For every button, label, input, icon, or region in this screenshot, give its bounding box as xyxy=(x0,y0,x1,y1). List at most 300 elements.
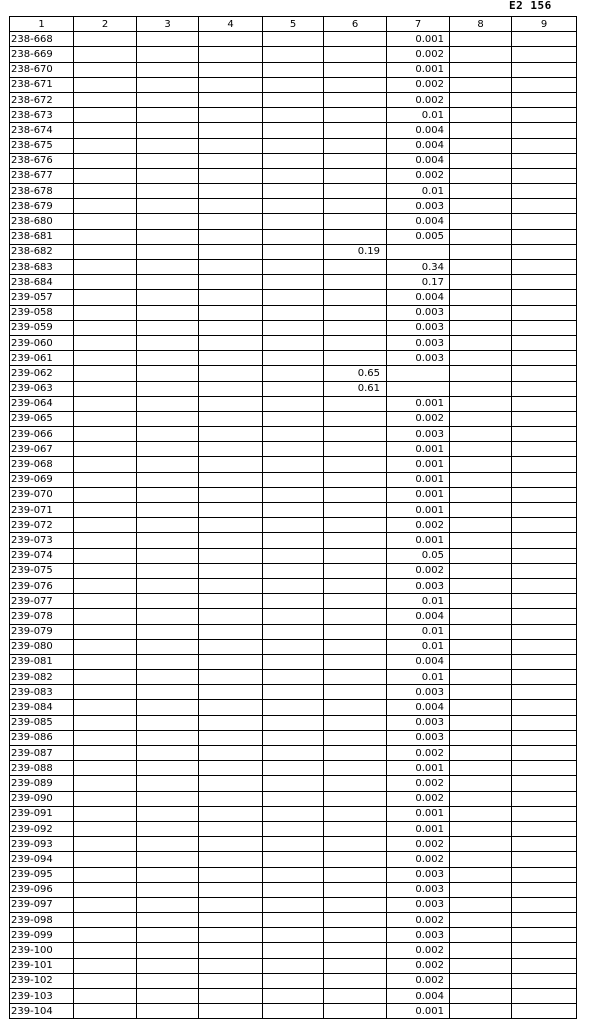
sample-id-cell: 239-079 xyxy=(10,624,74,639)
table-row xyxy=(10,290,577,305)
value-cell-col-2 xyxy=(74,958,137,973)
sample-id-cell: 239-102 xyxy=(10,973,74,988)
value-cell-col-6 xyxy=(324,761,387,776)
value-cell-col-3 xyxy=(137,761,199,776)
table-row xyxy=(10,973,577,988)
value-cell-col-2 xyxy=(74,457,137,472)
value-cell-col-5 xyxy=(263,806,324,821)
value-cell-col-9 xyxy=(512,685,577,700)
sample-id-cell: 239-057 xyxy=(10,290,74,305)
table-row xyxy=(10,746,577,761)
table-row xyxy=(10,958,577,973)
value-cell-col-2 xyxy=(74,1004,137,1019)
value-cell-col-5 xyxy=(263,837,324,852)
value-cell-col-9 xyxy=(512,882,577,897)
value-cell-col-2 xyxy=(74,973,137,988)
value-cell-col-8 xyxy=(450,639,512,654)
value-cell-col-9 xyxy=(512,381,577,396)
sample-id-cell: 239-088 xyxy=(10,761,74,776)
table-row xyxy=(10,305,577,320)
value-cell-col-4 xyxy=(199,867,263,882)
value-cell-col-2 xyxy=(74,654,137,669)
value-cell-col-2 xyxy=(74,351,137,366)
value-cell-col-6 xyxy=(324,442,387,457)
sample-id-cell: 239-083 xyxy=(10,685,74,700)
value-cell-col-5 xyxy=(263,92,324,107)
value-cell-col-7: 0.01 xyxy=(387,624,450,639)
table-row xyxy=(10,624,577,639)
value-cell-col-4 xyxy=(199,609,263,624)
value-cell-col-5 xyxy=(263,290,324,305)
value-cell-col-7: 0.003 xyxy=(387,305,450,320)
value-cell-col-6 xyxy=(324,897,387,912)
value-cell-col-5 xyxy=(263,260,324,275)
sample-id-cell: 238-678 xyxy=(10,184,74,199)
table-row xyxy=(10,229,577,244)
value-cell-col-7: 0.001 xyxy=(387,503,450,518)
value-cell-col-3 xyxy=(137,457,199,472)
value-cell-col-2 xyxy=(74,548,137,563)
value-cell-col-3 xyxy=(137,108,199,123)
value-cell-col-7 xyxy=(387,381,450,396)
value-cell-col-9 xyxy=(512,214,577,229)
value-cell-col-9 xyxy=(512,92,577,107)
value-cell-col-3 xyxy=(137,989,199,1004)
value-cell-col-3 xyxy=(137,1004,199,1019)
value-cell-col-2 xyxy=(74,670,137,685)
value-cell-col-7: 0.003 xyxy=(387,897,450,912)
value-cell-col-3 xyxy=(137,776,199,791)
value-cell-col-5 xyxy=(263,882,324,897)
value-cell-col-8 xyxy=(450,913,512,928)
value-cell-col-5 xyxy=(263,487,324,502)
value-cell-col-3 xyxy=(137,594,199,609)
value-cell-col-2 xyxy=(74,427,137,442)
sample-id-cell: 239-066 xyxy=(10,427,74,442)
value-cell-col-9 xyxy=(512,244,577,259)
value-cell-col-7: 0.003 xyxy=(387,578,450,593)
value-cell-col-7: 0.001 xyxy=(387,32,450,47)
value-cell-col-9 xyxy=(512,578,577,593)
value-cell-col-9 xyxy=(512,427,577,442)
table-row xyxy=(10,457,577,472)
column-header: 2 xyxy=(74,17,137,32)
sample-id-cell: 239-076 xyxy=(10,578,74,593)
table-row xyxy=(10,761,577,776)
value-cell-col-8 xyxy=(450,503,512,518)
value-cell-col-4 xyxy=(199,548,263,563)
value-cell-col-8 xyxy=(450,715,512,730)
table-row xyxy=(10,32,577,47)
sample-id-cell: 239-081 xyxy=(10,654,74,669)
value-cell-col-7: 0.002 xyxy=(387,47,450,62)
value-cell-col-3 xyxy=(137,260,199,275)
value-cell-col-3 xyxy=(137,973,199,988)
value-cell-col-3 xyxy=(137,928,199,943)
value-cell-col-4 xyxy=(199,913,263,928)
value-cell-col-4 xyxy=(199,472,263,487)
value-cell-col-3 xyxy=(137,503,199,518)
value-cell-col-9 xyxy=(512,943,577,958)
value-cell-col-4 xyxy=(199,503,263,518)
value-cell-col-5 xyxy=(263,199,324,214)
value-cell-col-7: 0.003 xyxy=(387,320,450,335)
value-cell-col-8 xyxy=(450,366,512,381)
table-row xyxy=(10,685,577,700)
value-cell-col-6 xyxy=(324,168,387,183)
table-row xyxy=(10,730,577,745)
value-cell-col-7: 0.003 xyxy=(387,928,450,943)
value-cell-col-7: 0.004 xyxy=(387,989,450,1004)
value-cell-col-2 xyxy=(74,578,137,593)
value-cell-col-6 xyxy=(324,427,387,442)
sample-id-cell: 239-080 xyxy=(10,639,74,654)
value-cell-col-2 xyxy=(74,320,137,335)
value-cell-col-5 xyxy=(263,381,324,396)
value-cell-col-6 xyxy=(324,746,387,761)
value-cell-col-5 xyxy=(263,791,324,806)
value-cell-col-9 xyxy=(512,472,577,487)
value-cell-col-6 xyxy=(324,639,387,654)
sample-id-cell: 239-075 xyxy=(10,563,74,578)
value-cell-col-3 xyxy=(137,852,199,867)
table-row xyxy=(10,867,577,882)
value-cell-col-2 xyxy=(74,928,137,943)
value-cell-col-7: 0.002 xyxy=(387,973,450,988)
table-row xyxy=(10,47,577,62)
value-cell-col-3 xyxy=(137,609,199,624)
value-cell-col-8 xyxy=(450,62,512,77)
value-cell-col-8 xyxy=(450,730,512,745)
table-row xyxy=(10,609,577,624)
value-cell-col-2 xyxy=(74,168,137,183)
value-cell-col-5 xyxy=(263,897,324,912)
sample-id-cell: 238-681 xyxy=(10,229,74,244)
value-cell-col-6 xyxy=(324,837,387,852)
value-cell-col-4 xyxy=(199,275,263,290)
value-cell-col-7: 0.003 xyxy=(387,715,450,730)
value-cell-col-2 xyxy=(74,442,137,457)
value-cell-col-5 xyxy=(263,776,324,791)
value-cell-col-6 xyxy=(324,700,387,715)
value-cell-col-5 xyxy=(263,578,324,593)
value-cell-col-5 xyxy=(263,715,324,730)
value-cell-col-6 xyxy=(324,882,387,897)
value-cell-col-4 xyxy=(199,199,263,214)
table-row xyxy=(10,351,577,366)
value-cell-col-9 xyxy=(512,533,577,548)
value-cell-col-4 xyxy=(199,761,263,776)
value-cell-col-7: 0.004 xyxy=(387,290,450,305)
value-cell-col-2 xyxy=(74,563,137,578)
value-cell-col-8 xyxy=(450,806,512,821)
value-cell-col-8 xyxy=(450,244,512,259)
value-cell-col-6 xyxy=(324,989,387,1004)
value-cell-col-4 xyxy=(199,654,263,669)
table-row xyxy=(10,62,577,77)
value-cell-col-9 xyxy=(512,518,577,533)
value-cell-col-4 xyxy=(199,32,263,47)
value-cell-col-6 xyxy=(324,943,387,958)
value-cell-col-5 xyxy=(263,47,324,62)
value-cell-col-7: 0.34 xyxy=(387,260,450,275)
value-cell-col-3 xyxy=(137,578,199,593)
sample-id-cell: 238-676 xyxy=(10,153,74,168)
value-cell-col-5 xyxy=(263,654,324,669)
value-cell-col-5 xyxy=(263,229,324,244)
value-cell-col-6 xyxy=(324,548,387,563)
value-cell-col-5 xyxy=(263,973,324,988)
table-body xyxy=(10,32,577,1019)
value-cell-col-9 xyxy=(512,199,577,214)
value-cell-col-9 xyxy=(512,761,577,776)
value-cell-col-9 xyxy=(512,973,577,988)
value-cell-col-6 xyxy=(324,487,387,502)
value-cell-col-2 xyxy=(74,943,137,958)
value-cell-col-3 xyxy=(137,958,199,973)
value-cell-col-3 xyxy=(137,184,199,199)
value-cell-col-4 xyxy=(199,518,263,533)
value-cell-col-9 xyxy=(512,487,577,502)
value-cell-col-9 xyxy=(512,670,577,685)
value-cell-col-7: 0.002 xyxy=(387,168,450,183)
value-cell-col-6 xyxy=(324,776,387,791)
value-cell-col-2 xyxy=(74,533,137,548)
sample-id-cell: 239-058 xyxy=(10,305,74,320)
table-row xyxy=(10,837,577,852)
sample-id-cell: 239-097 xyxy=(10,897,74,912)
value-cell-col-6 xyxy=(324,533,387,548)
column-header: 8 xyxy=(450,17,512,32)
value-cell-col-4 xyxy=(199,639,263,654)
column-header: 7 xyxy=(387,17,450,32)
value-cell-col-2 xyxy=(74,47,137,62)
value-cell-col-4 xyxy=(199,47,263,62)
value-cell-col-6 xyxy=(324,594,387,609)
value-cell-col-5 xyxy=(263,351,324,366)
value-cell-col-4 xyxy=(199,533,263,548)
value-cell-col-3 xyxy=(137,700,199,715)
value-cell-col-5 xyxy=(263,928,324,943)
value-cell-col-6 xyxy=(324,624,387,639)
value-cell-col-5 xyxy=(263,472,324,487)
value-cell-col-2 xyxy=(74,821,137,836)
value-cell-col-7: 0.001 xyxy=(387,457,450,472)
sample-id-cell: 239-071 xyxy=(10,503,74,518)
value-cell-col-2 xyxy=(74,837,137,852)
value-cell-col-3 xyxy=(137,77,199,92)
value-cell-col-8 xyxy=(450,260,512,275)
sample-id-cell: 239-067 xyxy=(10,442,74,457)
value-cell-col-6 xyxy=(324,275,387,290)
value-cell-col-3 xyxy=(137,335,199,350)
value-cell-col-6 xyxy=(324,958,387,973)
value-cell-col-3 xyxy=(137,244,199,259)
value-cell-col-9 xyxy=(512,305,577,320)
value-cell-col-7: 0.002 xyxy=(387,943,450,958)
column-header: 5 xyxy=(263,17,324,32)
sample-id-cell: 239-069 xyxy=(10,472,74,487)
value-cell-col-3 xyxy=(137,882,199,897)
value-cell-col-6 xyxy=(324,199,387,214)
value-cell-col-8 xyxy=(450,427,512,442)
sample-id-cell: 239-077 xyxy=(10,594,74,609)
sample-id-cell: 239-101 xyxy=(10,958,74,973)
value-cell-col-4 xyxy=(199,138,263,153)
sample-id-cell: 238-670 xyxy=(10,62,74,77)
value-cell-col-6 xyxy=(324,351,387,366)
value-cell-col-5 xyxy=(263,594,324,609)
table-row xyxy=(10,153,577,168)
data-table xyxy=(9,16,577,1019)
sample-id-cell: 239-085 xyxy=(10,715,74,730)
value-cell-col-6 xyxy=(324,654,387,669)
value-cell-col-9 xyxy=(512,229,577,244)
value-cell-col-8 xyxy=(450,821,512,836)
value-cell-col-5 xyxy=(263,153,324,168)
value-cell-col-8 xyxy=(450,548,512,563)
value-cell-col-6 xyxy=(324,806,387,821)
value-cell-col-2 xyxy=(74,153,137,168)
value-cell-col-8 xyxy=(450,867,512,882)
value-cell-col-7: 0.003 xyxy=(387,199,450,214)
value-cell-col-5 xyxy=(263,138,324,153)
value-cell-col-3 xyxy=(137,670,199,685)
value-cell-col-9 xyxy=(512,77,577,92)
value-cell-col-6 xyxy=(324,503,387,518)
value-cell-col-4 xyxy=(199,715,263,730)
value-cell-col-6 xyxy=(324,913,387,928)
value-cell-col-9 xyxy=(512,624,577,639)
value-cell-col-4 xyxy=(199,381,263,396)
value-cell-col-3 xyxy=(137,791,199,806)
value-cell-col-8 xyxy=(450,791,512,806)
value-cell-col-7 xyxy=(387,244,450,259)
value-cell-col-4 xyxy=(199,305,263,320)
value-cell-col-2 xyxy=(74,381,137,396)
value-cell-col-8 xyxy=(450,381,512,396)
value-cell-col-8 xyxy=(450,882,512,897)
value-cell-col-2 xyxy=(74,305,137,320)
value-cell-col-6 xyxy=(324,1004,387,1019)
value-cell-col-4 xyxy=(199,108,263,123)
value-cell-col-9 xyxy=(512,47,577,62)
value-cell-col-7: 0.001 xyxy=(387,806,450,821)
table-row xyxy=(10,184,577,199)
value-cell-col-6 xyxy=(324,791,387,806)
value-cell-col-4 xyxy=(199,214,263,229)
value-cell-col-7: 0.004 xyxy=(387,123,450,138)
sample-id-cell: 239-100 xyxy=(10,943,74,958)
value-cell-col-9 xyxy=(512,897,577,912)
value-cell-col-8 xyxy=(450,761,512,776)
value-cell-col-8 xyxy=(450,958,512,973)
value-cell-col-9 xyxy=(512,396,577,411)
value-cell-col-8 xyxy=(450,92,512,107)
value-cell-col-3 xyxy=(137,381,199,396)
value-cell-col-8 xyxy=(450,335,512,350)
value-cell-col-9 xyxy=(512,168,577,183)
value-cell-col-4 xyxy=(199,229,263,244)
value-cell-col-4 xyxy=(199,123,263,138)
sample-id-cell: 239-061 xyxy=(10,351,74,366)
value-cell-col-8 xyxy=(450,138,512,153)
value-cell-col-4 xyxy=(199,77,263,92)
value-cell-col-5 xyxy=(263,943,324,958)
value-cell-col-6 xyxy=(324,77,387,92)
sample-id-cell: 239-093 xyxy=(10,837,74,852)
value-cell-col-8 xyxy=(450,943,512,958)
value-cell-col-6 xyxy=(324,973,387,988)
value-cell-col-8 xyxy=(450,47,512,62)
value-cell-col-3 xyxy=(137,548,199,563)
value-cell-col-8 xyxy=(450,700,512,715)
value-cell-col-4 xyxy=(199,563,263,578)
value-cell-col-6 xyxy=(324,92,387,107)
value-cell-col-6 xyxy=(324,715,387,730)
value-cell-col-5 xyxy=(263,533,324,548)
value-cell-col-6 xyxy=(324,670,387,685)
page-number: E2 156 xyxy=(509,0,552,12)
value-cell-col-3 xyxy=(137,821,199,836)
sample-id-cell: 239-103 xyxy=(10,989,74,1004)
sample-id-cell: 238-680 xyxy=(10,214,74,229)
value-cell-col-6 xyxy=(324,730,387,745)
value-cell-col-8 xyxy=(450,487,512,502)
value-cell-col-9 xyxy=(512,837,577,852)
table-row xyxy=(10,503,577,518)
value-cell-col-6: 0.65 xyxy=(324,366,387,381)
value-cell-col-2 xyxy=(74,503,137,518)
value-cell-col-4 xyxy=(199,396,263,411)
table-row xyxy=(10,199,577,214)
value-cell-col-2 xyxy=(74,396,137,411)
value-cell-col-4 xyxy=(199,685,263,700)
table-row xyxy=(10,427,577,442)
value-cell-col-7: 0.001 xyxy=(387,761,450,776)
value-cell-col-2 xyxy=(74,62,137,77)
value-cell-col-7: 0.001 xyxy=(387,533,450,548)
value-cell-col-4 xyxy=(199,624,263,639)
value-cell-col-3 xyxy=(137,290,199,305)
value-cell-col-8 xyxy=(450,199,512,214)
value-cell-col-3 xyxy=(137,639,199,654)
value-cell-col-5 xyxy=(263,730,324,745)
value-cell-col-7: 0.002 xyxy=(387,518,450,533)
value-cell-col-3 xyxy=(137,654,199,669)
value-cell-col-8 xyxy=(450,229,512,244)
value-cell-col-2 xyxy=(74,199,137,214)
sample-id-cell: 239-095 xyxy=(10,867,74,882)
value-cell-col-8 xyxy=(450,108,512,123)
value-cell-col-2 xyxy=(74,138,137,153)
value-cell-col-9 xyxy=(512,776,577,791)
table-row xyxy=(10,943,577,958)
value-cell-col-8 xyxy=(450,973,512,988)
value-cell-col-5 xyxy=(263,275,324,290)
value-cell-col-4 xyxy=(199,594,263,609)
value-cell-col-2 xyxy=(74,472,137,487)
value-cell-col-7: 0.003 xyxy=(387,882,450,897)
column-header: 1 xyxy=(10,17,74,32)
value-cell-col-8 xyxy=(450,153,512,168)
value-cell-col-4 xyxy=(199,730,263,745)
value-cell-col-2 xyxy=(74,867,137,882)
value-cell-col-2 xyxy=(74,609,137,624)
value-cell-col-5 xyxy=(263,123,324,138)
value-cell-col-3 xyxy=(137,32,199,47)
value-cell-col-3 xyxy=(137,897,199,912)
